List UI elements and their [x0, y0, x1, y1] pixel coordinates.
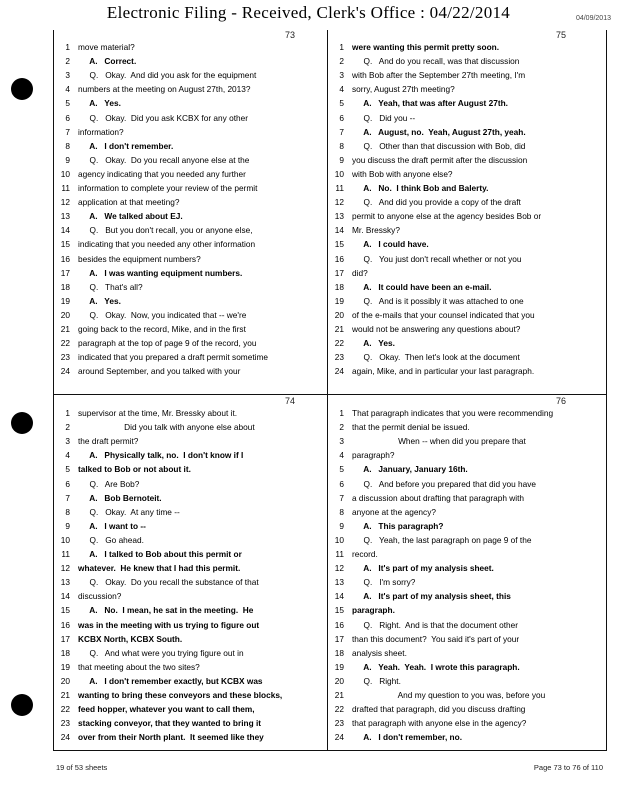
date-stamp: 04/09/2013	[575, 15, 611, 22]
line-number: 2	[65, 422, 70, 433]
line-number: 6	[339, 478, 344, 489]
line-number: 8	[65, 506, 70, 517]
line-number: 15	[60, 239, 70, 250]
line-number: 21	[60, 690, 70, 700]
line-text: Q. And what were you trying figure out in	[78, 647, 244, 658]
line-number: 6	[65, 112, 70, 123]
line-number: 11	[61, 549, 70, 559]
line-text: stacking conveyor, that they wanted to bring it	[78, 718, 262, 729]
line-text: And my question to you was, before you	[352, 690, 546, 700]
page-number: 74	[285, 396, 296, 406]
line-text: again, Mike, and in particular your last paragraph.	[352, 366, 535, 377]
line-text: you discuss the draft permit after the discussion	[352, 154, 528, 165]
line-text: talked to Bob or not about it.	[78, 464, 191, 475]
line-text: than this document? You said it's part of your	[352, 633, 520, 644]
line-number: 2	[339, 56, 344, 67]
line-number: 21	[334, 690, 344, 700]
line-text: around September, and you talked with your	[78, 366, 241, 377]
line-number: 22	[334, 704, 344, 715]
line-text: that meeting about the two sites?	[78, 661, 200, 672]
sheet-count: 19 of 53 sheets	[56, 763, 108, 772]
line-number: 19	[334, 295, 344, 306]
line-number: 22	[334, 338, 344, 349]
line-text: A. Bob Bernoteit.	[78, 492, 162, 503]
line-number: 20	[60, 675, 70, 686]
line-text: a discussion about drafting that paragraph with	[352, 492, 525, 503]
line-text: application at that meeting?	[78, 197, 180, 208]
line-text: Q. Did you --	[352, 112, 416, 123]
line-number: 3	[339, 70, 344, 81]
line-text: A. January, January 16th.	[352, 464, 468, 475]
bottom-border	[53, 750, 607, 751]
line-text: Q. But you don't recall, you or anyone else,	[78, 225, 253, 236]
line-text: with Bob with anyone else?	[352, 168, 453, 179]
line-number: 1	[339, 408, 344, 418]
line-number: 5	[65, 464, 70, 475]
line-text: supervisor at the time, Mr. Bressky about it.	[78, 408, 238, 418]
line-text: That paragraph indicates that you were recommending	[352, 408, 554, 418]
line-text: was in the meeting with us trying to figure out	[78, 619, 260, 630]
line-number: 21	[334, 324, 344, 334]
line-text: information?	[78, 126, 124, 137]
line-text: going back to the record, Mike, and in the first	[78, 324, 246, 334]
line-number: 11	[335, 549, 344, 559]
line-number: 9	[339, 520, 344, 531]
line-number: 10	[334, 534, 344, 545]
line-number: 24	[60, 366, 70, 377]
line-number: 20	[60, 309, 70, 320]
line-text: of the e-mails that your counsel indicated that you	[352, 309, 535, 320]
line-number: 8	[339, 506, 344, 517]
line-number: 7	[339, 126, 344, 137]
line-text: A. I could have.	[352, 239, 429, 250]
line-number: 24	[334, 732, 344, 743]
line-text: with Bob after the September 27th meeting, I'm	[352, 70, 526, 81]
line-text: Q. Okay. Then let's look at the document	[352, 352, 520, 363]
line-text: information to complete your review of the permit	[78, 183, 258, 193]
line-number: 15	[60, 605, 70, 616]
line-text: permit to anyone else at the agency besides Bob or	[352, 211, 542, 222]
line-number: 4	[65, 84, 70, 95]
line-text: A. Yes.	[352, 338, 395, 349]
line-number: 16	[60, 253, 70, 264]
line-number: 18	[60, 281, 70, 292]
line-number: 24	[60, 732, 70, 743]
line-text: record.	[352, 549, 378, 559]
line-text: sorry, August 27th meeting?	[352, 84, 455, 95]
line-text: A. It's part of my analysis sheet.	[352, 563, 494, 574]
line-number: 16	[334, 253, 344, 264]
line-text: Q. Yeah, the last paragraph on page 9 of the	[352, 534, 532, 545]
line-number: 8	[65, 140, 70, 151]
line-number: 13	[60, 211, 70, 222]
line-text: A. No. I mean, he sat in the meeting. He	[78, 605, 254, 616]
line-text: A. Yes.	[78, 295, 121, 306]
punch-hole-icon	[11, 412, 33, 434]
line-text: Q. Right. And is that the document other	[352, 619, 519, 630]
line-number: 10	[334, 168, 344, 179]
line-number: 13	[60, 577, 70, 588]
line-text: A. Yeah. Yeah. I wrote this paragraph.	[352, 661, 520, 672]
line-text: besides the equipment numbers?	[78, 253, 201, 264]
line-text: were wanting this permit pretty soon.	[352, 42, 500, 52]
line-text: When -- when did you prepare that	[352, 436, 526, 447]
line-text: A. I was wanting equipment numbers.	[78, 267, 243, 278]
line-text: Q. Okay. Now, you indicated that -- we're	[78, 309, 247, 320]
line-number: 9	[339, 154, 344, 165]
line-text: Q. I'm sorry?	[352, 577, 416, 588]
line-number: 11	[335, 183, 344, 193]
line-text: drafted that paragraph, did you discuss drafting	[352, 704, 526, 715]
line-number: 18	[334, 281, 344, 292]
line-text: KCBX North, KCBX South.	[78, 633, 183, 644]
line-number: 16	[334, 619, 344, 630]
line-text: move material?	[78, 42, 135, 52]
line-number: 14	[60, 591, 70, 602]
line-text: Mr. Bressky?	[352, 225, 400, 236]
line-number: 14	[334, 225, 344, 236]
line-number: 12	[60, 563, 70, 574]
line-text: Q. Okay. Do you recall anyone else at the	[78, 154, 250, 165]
line-text: A. Physically talk, no. I don't know if I	[78, 450, 244, 461]
line-number: 14	[60, 225, 70, 236]
line-text: would not be answering any questions about?	[352, 324, 521, 334]
line-text: A. I don't remember, no.	[352, 732, 463, 743]
line-text: did?	[352, 267, 368, 278]
line-number: 8	[339, 140, 344, 151]
line-number: 1	[339, 42, 344, 52]
line-number: 17	[334, 633, 344, 644]
line-text: A. I don't remember exactly, but KCBX was	[78, 675, 263, 686]
line-text: paragraph at the top of page 9 of the record, you	[78, 338, 257, 349]
line-text: Q. Go ahead.	[78, 534, 144, 545]
line-text: A. Correct.	[78, 56, 137, 67]
line-text: A. Yes.	[78, 98, 121, 109]
line-number: 10	[60, 534, 70, 545]
line-text: Q. Right.	[352, 675, 401, 686]
line-text: A. It could have been an e-mail.	[352, 281, 492, 292]
line-text: agency indicating that you needed any further	[78, 168, 246, 179]
line-number: 16	[60, 619, 70, 630]
line-number: 6	[65, 478, 70, 489]
line-number: 15	[334, 605, 344, 616]
line-number: 13	[334, 211, 344, 222]
line-text: A. It's part of my analysis sheet, this	[352, 591, 511, 602]
line-text: indicating that you needed any other information	[78, 239, 256, 250]
line-number: 17	[60, 633, 70, 644]
line-text: Q. Are Bob?	[78, 478, 140, 489]
line-number: 7	[339, 492, 344, 503]
line-text: paragraph?	[352, 450, 395, 461]
line-number: 22	[60, 338, 70, 349]
line-number: 3	[339, 436, 344, 447]
line-text: A. Yeah, that was after August 27th.	[352, 98, 508, 109]
line-number: 19	[334, 661, 344, 672]
line-number: 18	[334, 647, 344, 658]
line-number: 4	[65, 450, 70, 461]
line-text: A. I don't remember.	[78, 140, 174, 151]
line-text: paragraph.	[352, 605, 395, 616]
line-number: 12	[60, 197, 70, 208]
line-number: 11	[61, 183, 70, 193]
line-text: Did you talk with anyone else about	[78, 422, 255, 433]
right-border	[606, 30, 607, 750]
line-text: Q. And did you provide a copy of the draft	[352, 197, 521, 208]
line-number: 1	[65, 408, 70, 418]
line-number: 18	[60, 647, 70, 658]
line-number: 4	[339, 450, 344, 461]
line-number: 7	[65, 492, 70, 503]
line-number: 12	[334, 563, 344, 574]
line-text: Q. Okay. At any time --	[78, 506, 180, 517]
line-number: 13	[334, 577, 344, 588]
line-number: 19	[60, 295, 70, 306]
line-text: wanting to bring these conveyors and these blocks,	[78, 690, 283, 700]
line-number: 22	[60, 704, 70, 715]
line-number: 19	[60, 661, 70, 672]
line-number: 17	[60, 267, 70, 278]
line-number: 23	[334, 718, 344, 729]
line-text: Q. That's all?	[78, 281, 143, 292]
line-text: Q. Okay. Do you recall the substance of that	[78, 577, 259, 588]
line-number: 4	[339, 84, 344, 95]
line-number: 20	[334, 309, 344, 320]
line-text: analysis sheet.	[352, 647, 407, 658]
line-text: that the permit denial be issued.	[352, 422, 470, 433]
punch-hole-icon	[11, 694, 33, 716]
page-number: 73	[285, 30, 296, 40]
line-text: Q. And do you recall, was that discussion	[352, 56, 520, 67]
line-text: A. August, no. Yeah, August 27th, yeah.	[352, 126, 526, 137]
line-text: A. I want to --	[78, 520, 146, 531]
line-number: 20	[334, 675, 344, 686]
line-text: Q. Okay. And did you ask for the equipment	[78, 70, 257, 81]
line-number: 9	[65, 520, 70, 531]
line-text: anyone at the agency?	[352, 506, 436, 517]
line-text: Q. Other than that discussion with Bob, did	[352, 140, 526, 151]
line-text: A. This paragraph?	[352, 520, 444, 531]
line-number: 7	[65, 126, 70, 137]
line-text: Q. Okay. Did you ask KCBX for any other	[78, 112, 248, 123]
line-text: that paragraph with anyone else in the agency?	[352, 718, 527, 729]
page-range: Page 73 to 76 of 110	[533, 763, 603, 772]
line-number: 23	[60, 352, 70, 363]
line-text: feed hopper, whatever you want to call them,	[78, 704, 255, 715]
line-text: Q. You just don't recall whether or not you	[352, 253, 522, 264]
line-text: whatever. He knew that I had this permit.	[78, 563, 241, 574]
line-text: discussion?	[78, 591, 122, 602]
line-number: 2	[65, 56, 70, 67]
line-text: over from their North plant. It seemed like they	[78, 732, 264, 743]
line-number: 6	[339, 112, 344, 123]
line-number: 14	[334, 591, 344, 602]
line-number: 17	[334, 267, 344, 278]
punch-hole-icon	[11, 78, 33, 100]
line-number: 2	[339, 422, 344, 433]
line-number: 23	[334, 352, 344, 363]
line-number: 15	[334, 239, 344, 250]
line-text: indicated that you prepared a draft permit sometime	[78, 352, 269, 363]
line-text: A. No. I think Bob and Balerty.	[352, 183, 489, 193]
line-number: 21	[60, 324, 70, 334]
line-number: 3	[65, 436, 70, 447]
line-text: numbers at the meeting on August 27th, 2013?	[78, 84, 251, 95]
line-number: 23	[60, 718, 70, 729]
line-number: 3	[65, 70, 70, 81]
line-text: A. We talked about EJ.	[78, 211, 183, 222]
line-number: 24	[334, 366, 344, 377]
line-text: Q. And before you prepared that did you have	[352, 478, 537, 489]
line-number: 9	[65, 154, 70, 165]
page-number: 75	[556, 30, 567, 40]
line-number: 5	[65, 98, 70, 109]
line-text: the draft permit?	[78, 436, 139, 447]
page-number: 76	[556, 396, 567, 406]
line-number: 5	[339, 98, 344, 109]
line-text: Q. And is it possibly it was attached to one	[352, 295, 524, 306]
line-number: 1	[65, 42, 70, 52]
filing-header: Electronic Filing - Received, Clerk's Office : 04/22/2014	[106, 3, 511, 22]
line-number: 10	[60, 168, 70, 179]
middle-separator	[53, 394, 607, 395]
line-number: 5	[339, 464, 344, 475]
line-number: 12	[334, 197, 344, 208]
line-text: A. I talked to Bob about this permit or	[78, 549, 242, 559]
